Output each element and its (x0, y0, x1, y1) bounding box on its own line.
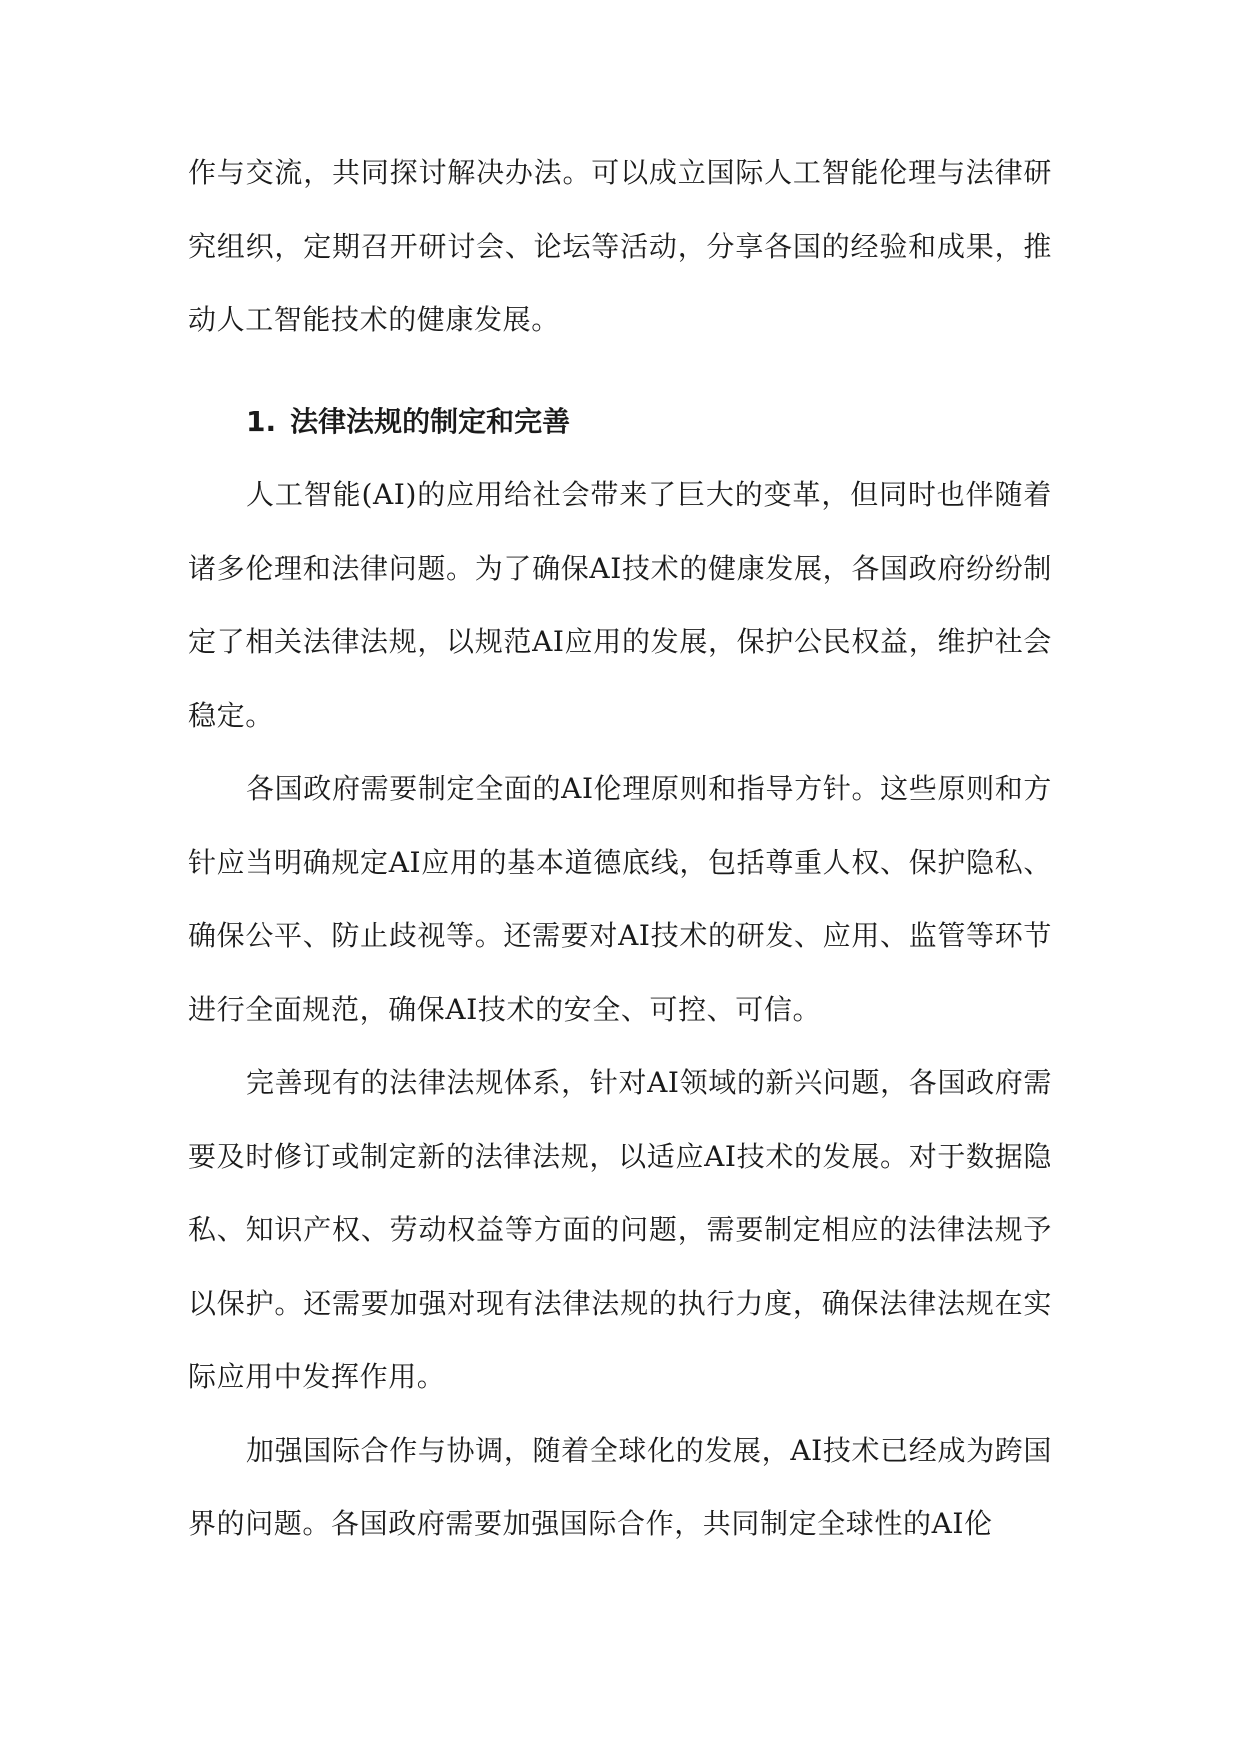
paragraph-intro: 人工智能(AI)的应用给社会带来了巨大的变革，但同时也伴随着诸多伦理和法律问题。为了确保AI技术的健康发展，各国政府纷纷制定了相关法律法规，以规范AI应用的发展，保护公民权益，维护社会稳定。 (188, 478, 1052, 732)
document-body (188, 136, 1052, 1561)
section-title: 法律法规的制定和完善 (290, 404, 571, 438)
section-number: 1. (246, 404, 277, 438)
section-spacer (188, 357, 1052, 385)
section-heading (188, 385, 1052, 459)
paragraph-principles: 各国政府需要制定全面的AI伦理原则和指导方针。这些原则和方针应当明确规定AI应用的基本道德底线，包括尊重人权、保护隐私、确保公平、防止歧视等。还需要对AI技术的研发、应用、监管等环节进行全面规范，确保AI技术的安全、可控、可信。 (188, 772, 1052, 1026)
paragraph-continued: 作与交流，共同探讨解决办法。可以成立国际人工智能伦理与法律研究组织，定期召开研讨会、论坛等活动，分享各国的经验和成果，推动人工智能技术的健康发展。 (188, 156, 1052, 336)
paragraph-legal-system: 完善现有的法律法规体系，针对AI领域的新兴问题，各国政府需要及时修订或制定新的法律法规，以适应AI技术的发展。对于数据隐私、知识产权、劳动权益等方面的问题，需要制定相应的法律法规予以保护。还需要加强对现有法律法规的执行力度，确保法律法规在实际应用中发挥作用。 (188, 1066, 1052, 1393)
paragraph-cooperation: 加强国际合作与协调，随着全球化的发展，AI技术已经成为跨国界的问题。各国政府需要加强国际合作，共同制定全球性的AI伦 (188, 1433, 1052, 1540)
